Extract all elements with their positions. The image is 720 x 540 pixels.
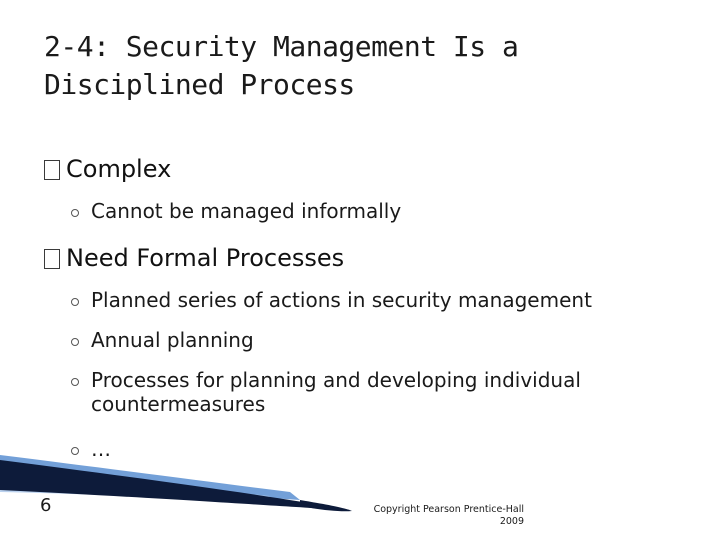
swoosh-dark-tail [300, 500, 352, 511]
hollow-square-icon [44, 160, 60, 180]
copyright-line-1: Copyright Pearson Prentice-Hall [373, 504, 524, 515]
bullet-label: Complex [66, 155, 172, 183]
bullet-need-formal-processes [44, 243, 344, 273]
hollow-circle-icon [71, 338, 79, 346]
hollow-circle-icon [71, 378, 79, 386]
bullet-label: Need Formal Processes [66, 244, 345, 272]
subbullet-processes-for-planning [71, 368, 671, 416]
title-line-2: Disciplined Process [44, 68, 355, 101]
subbullet-planned-series [71, 288, 671, 312]
copyright-notice [352, 504, 524, 528]
subbullet-ellipsis [71, 437, 671, 461]
hollow-square-icon [44, 249, 60, 269]
subbullet-text: … [91, 437, 111, 461]
slide-title [44, 28, 684, 104]
subbullet-text-wrapped [91, 368, 581, 416]
subbullet-cannot-be-managed [71, 199, 671, 223]
copyright-line-2: 2009 [499, 516, 524, 527]
subbullet-line-2: countermeasures [91, 392, 266, 416]
page-number: 6 [40, 495, 52, 516]
hollow-circle-icon [71, 209, 79, 217]
hollow-circle-icon [71, 298, 79, 306]
subbullet-text: Cannot be managed informally [91, 199, 402, 223]
subbullet-text: Planned series of actions in security management [91, 288, 592, 312]
subbullet-text: Annual planning [91, 328, 254, 352]
swoosh-dark-shape [0, 460, 350, 510]
subbullet-line-1: Processes for planning and developing individual [91, 368, 581, 392]
subbullet-annual-planning [71, 328, 671, 352]
bullet-complex [44, 154, 171, 184]
hollow-circle-icon [71, 447, 79, 455]
title-line-1: 2-4: Security Management Is a [44, 30, 519, 63]
